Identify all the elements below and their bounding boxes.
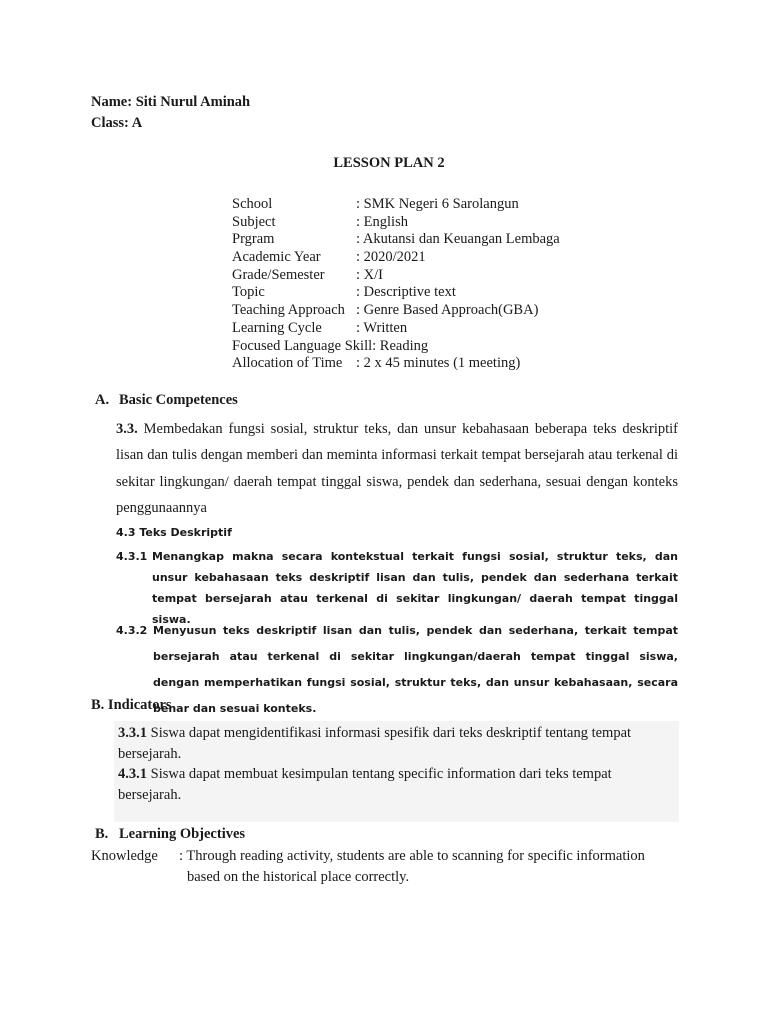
knowledge-line-2: based on the historical place correctly. (187, 868, 410, 885)
info-value: : English (356, 213, 408, 230)
info-label: Teaching Approach (232, 302, 345, 319)
info-label: Topic (232, 284, 265, 301)
kd2-text: Menyusun teks deskriptif lisan dan tulis, pendek dan sederhana, terkait tempat bersejarah atau terkenal di sekitar lingkungan/daerah tempat tinggal siswa, dengan memperhatikan fungsi sosial, struktur teks, dan unsur kebahasaan, secara benar dan sesuai konteks. (153, 624, 678, 715)
teks-deskriptif-heading: 4.3 Teks Deskriptif (116, 526, 232, 539)
info-row-learning-cycle (232, 320, 560, 338)
info-label: Subject (232, 213, 276, 230)
student-class: Class: A (91, 115, 143, 131)
indicator-number: 3.3.1 (118, 725, 147, 741)
info-value: : Genre Based Approach(GBA) (356, 302, 539, 319)
info-label: Learning Cycle (232, 319, 322, 336)
kd1-number: 4.3.1 (116, 550, 148, 563)
section-c-heading (95, 826, 245, 843)
info-row-academic-year (232, 249, 560, 267)
info-value: : Written (356, 319, 408, 336)
info-row-program (232, 231, 560, 249)
info-label: School (232, 196, 273, 212)
section-c-letter: B. (95, 826, 109, 842)
section-a-letter: A. (95, 392, 110, 408)
indicator-4-3-1 (118, 764, 658, 805)
info-value: : Akutansi dan Keuangan Lembaga (356, 231, 560, 248)
student-name: Name: Siti Nurul Aminah (91, 94, 251, 110)
kd1-text: Menangkap makna secara kontekstual terkait fungsi sosial, struktur teks, dan unsur kebahasaan teks deskriptif lisan dan tulis, pendek dan sederhana terkait tempat bersejarah atau terkenal di sekitar lingkungan/ daerah tempat tinggal siswa. (152, 550, 678, 626)
info-label: Prgram (232, 231, 275, 248)
indicator-text: Siswa dapat membuat kesimpulan tentang specific information dari teks tempat bersejarah. (118, 766, 612, 803)
basic-competence-3-3 (116, 416, 678, 521)
info-value: : SMK Negeri 6 Sarolangun (356, 196, 519, 212)
section-a-heading (95, 392, 238, 409)
info-row-grade-semester (232, 267, 560, 285)
info-label: Focused Language Skill (232, 337, 373, 354)
section-b-heading (91, 697, 172, 714)
info-row-teaching-approach (232, 302, 560, 320)
info-value: : 2 x 45 minutes (1 meeting) (356, 355, 521, 372)
indicator-text: Siswa dapat mengidentifikasi informasi spesifik dari teks deskriptif tentang tempat bersejarah. (118, 725, 632, 762)
info-label: Academic Year (232, 249, 321, 266)
info-table (232, 196, 560, 373)
info-label: Allocation of Time (232, 355, 343, 372)
indicator-3-3-1 (118, 723, 658, 764)
kd-text: Membedakan fungsi sosial, struktur teks, dan unsur kebahasaan beberapa teks deskriptif lisan dan tulis dengan memberi dan meminta informasi terkait tempat bersejarah atau terkenal di sekitar lingkungan/ daerah tempat tinggal siswa, pendek dan sederhana, sesuai dengan konteks penggunaannya (116, 421, 678, 516)
knowledge-line-1: : Through reading activity, students are able to scanning for specific information (179, 848, 645, 864)
section-a-title: Basic Competences (119, 392, 238, 408)
section-b-title: Indicators (107, 697, 172, 713)
info-row-allocation (232, 355, 560, 373)
info-value: : 2020/2021 (356, 249, 426, 266)
indicators-box (114, 721, 679, 822)
lesson-title: LESSON PLAN 2 (333, 155, 445, 171)
section-b-letter: B. (91, 697, 105, 713)
kd2-body (116, 618, 678, 722)
info-row-topic (232, 284, 560, 302)
info-row-subject (232, 214, 560, 232)
kd-number: 3.3. (116, 421, 138, 437)
indicator-number: 4.3.1 (118, 766, 147, 782)
knowledge-label: Knowledge (91, 848, 158, 864)
info-value: : Descriptive text (356, 284, 456, 301)
knowledge-text (179, 846, 679, 887)
info-value: : Reading (372, 337, 429, 354)
competence-4-3-2 (116, 618, 678, 722)
section-c-title: Learning Objectives (119, 826, 246, 842)
info-value: : X/I (356, 266, 383, 283)
kd2-number: 4.3.2 (116, 624, 148, 637)
info-row-focused-skill (232, 338, 560, 356)
info-row-school (232, 196, 560, 214)
info-label: Grade/Semester (232, 266, 325, 283)
